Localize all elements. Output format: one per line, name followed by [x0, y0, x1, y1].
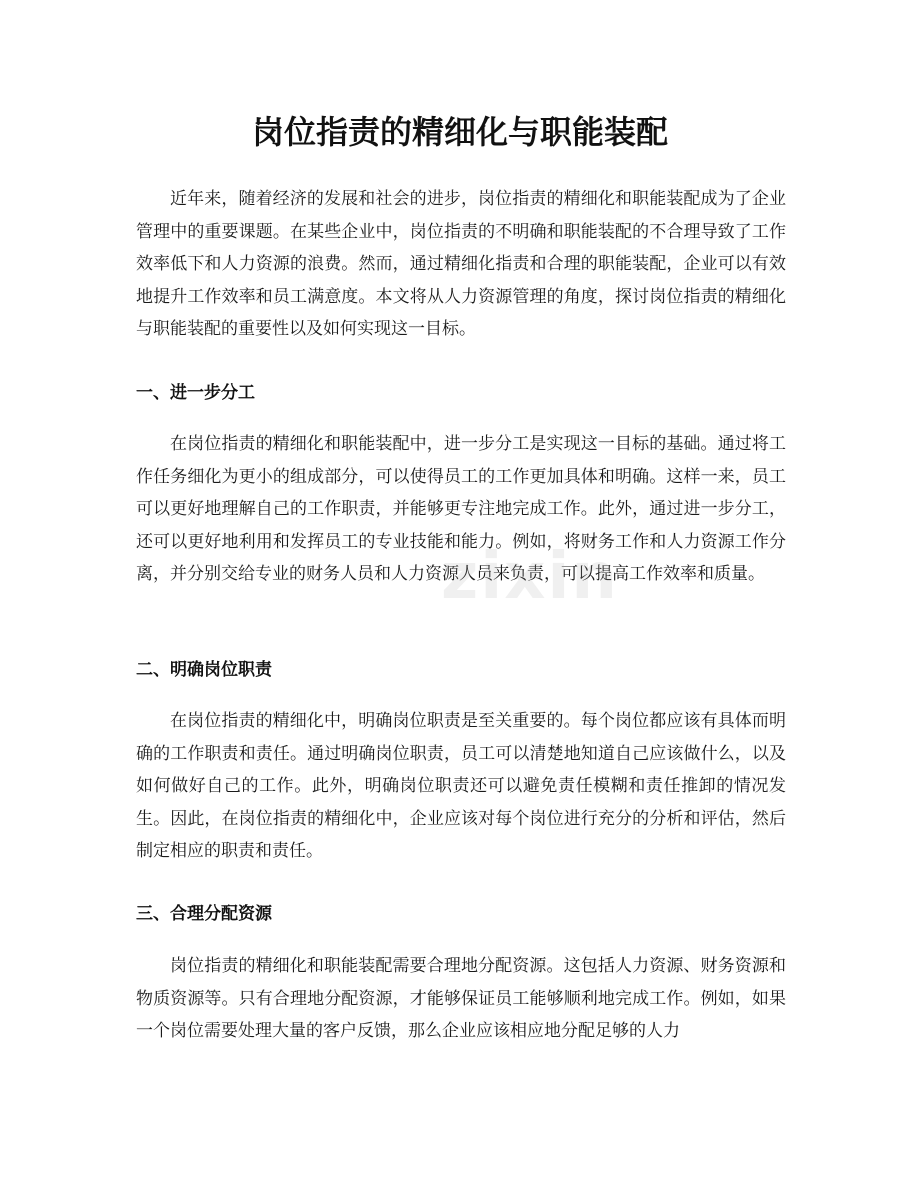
- section-3-heading: 三、合理分配资源: [136, 904, 272, 924]
- section-1-paragraph: 在岗位指责的精细化和职能装配中，进一步分工是实现这一目标的基础。通过将工作任务细化为更小的组成部分，可以使得员工的工作更加具体和明确。这样一来，员工可以更好地理解自己的工作职责，并能够更专注地完成工作。此外，通过进一步分工，还可以更好地利用和发挥员工的专业技能和能力。例如，将财务工作和人力资源工作分离，并分别交给专业的财务人员和人力资源人员来负责，可以提高工作效率和质量。: [136, 434, 786, 584]
- watermark: zixin: [441, 540, 619, 614]
- section-3-paragraph: 岗位指责的精细化和职能装配需要合理地分配资源。这包括人力资源、财务资源和物质资源等。只有合理地分配资源，才能够保证员工能够顺利地完成工作。例如，如果一个岗位需要处理大量的客户反馈，那么企业应该相应地分配足够的人力: [136, 956, 786, 1041]
- document-title: 岗位指责的精细化与职能装配: [251, 113, 668, 151]
- intro-paragraph: 近年来，随着经济的发展和社会的进步，岗位指责的精细化和职能装配成为了企业管理中的重要课题。在某些企业中，岗位指责的不明确和职能装配的不合理导致了工作效率低下和人力资源的浪费。然而，通过精细化指责和合理的职能装配，企业可以有效地提升工作效率和员工满意度。本文将从人力资源管理的角度，探讨岗位指责的精细化与职能装配的重要性以及如何实现这一目标。: [136, 189, 786, 339]
- section-1-heading: 一、进一步分工: [136, 383, 255, 403]
- section-2-heading: 二、明确岗位职责: [136, 660, 272, 680]
- section-2-paragraph: 在岗位指责的精细化中，明确岗位职责是至关重要的。每个岗位都应该有具体而明确的工作职责和责任。通过明确岗位职责，员工可以清楚地知道自己应该做什么，以及如何做好自己的工作。此外，明确岗位职责还可以避免责任模糊和责任推卸的情况发生。因此，在岗位指责的精细化中，企业应该对每个岗位进行充分的分析和评估，然后制定相应的职责和责任。: [136, 711, 786, 861]
